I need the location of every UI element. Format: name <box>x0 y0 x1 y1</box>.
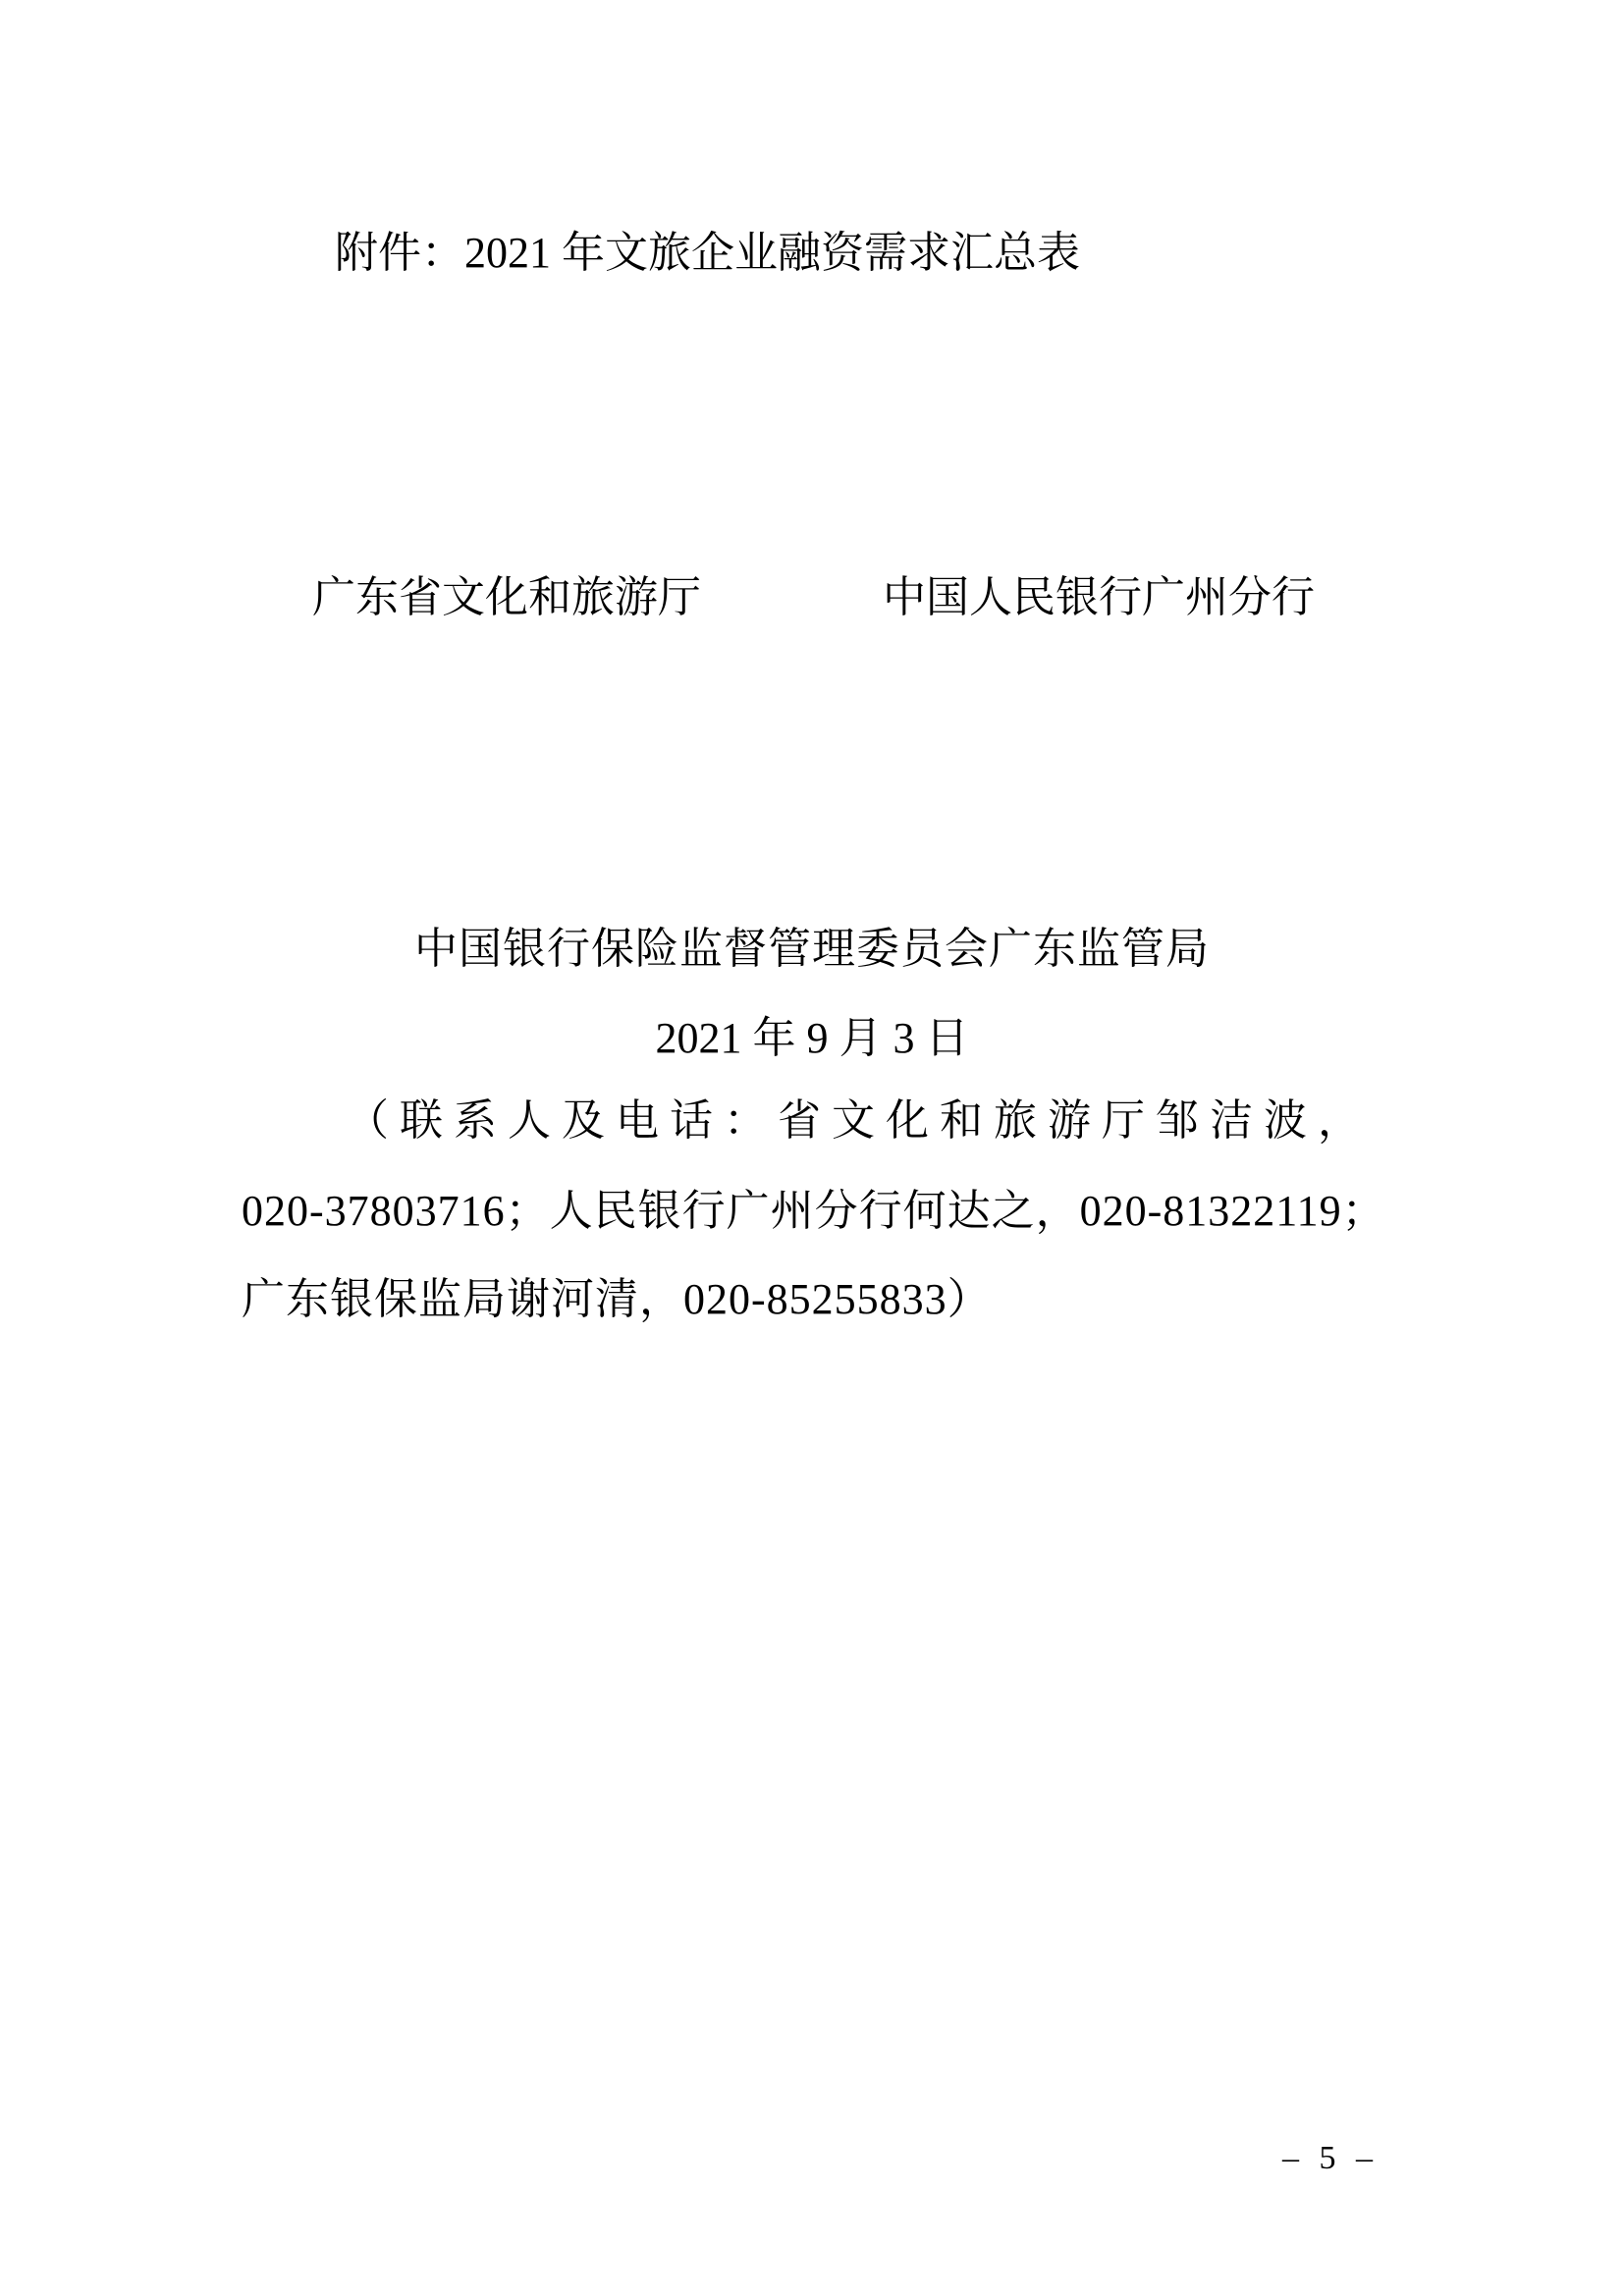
page-number: – 5 – <box>1282 2140 1379 2176</box>
contact-info-line-2: 020-37803716；人民银行广州分行何达之，020-81322119； <box>242 1187 1386 1235</box>
issuer-org-center: 中国银行保险监督管理委员会广东监管局 <box>414 925 1210 973</box>
contact-info-line-3: 广东银保监局谢河清，020-85255833） <box>242 1275 992 1323</box>
document-date: 2021 年 9 月 3 日 <box>655 1014 969 1062</box>
issuer-org-right: 中国人民银行广州分行 <box>883 573 1315 621</box>
contact-info-line-1: （联系人及电话：省文化和旅游厅邹洁波， <box>346 1096 1372 1145</box>
issuer-org-left: 广东省文化和旅游厅 <box>312 573 701 621</box>
attachment-title: 附件：2021 年文旅企业融资需求汇总表 <box>335 229 1080 277</box>
